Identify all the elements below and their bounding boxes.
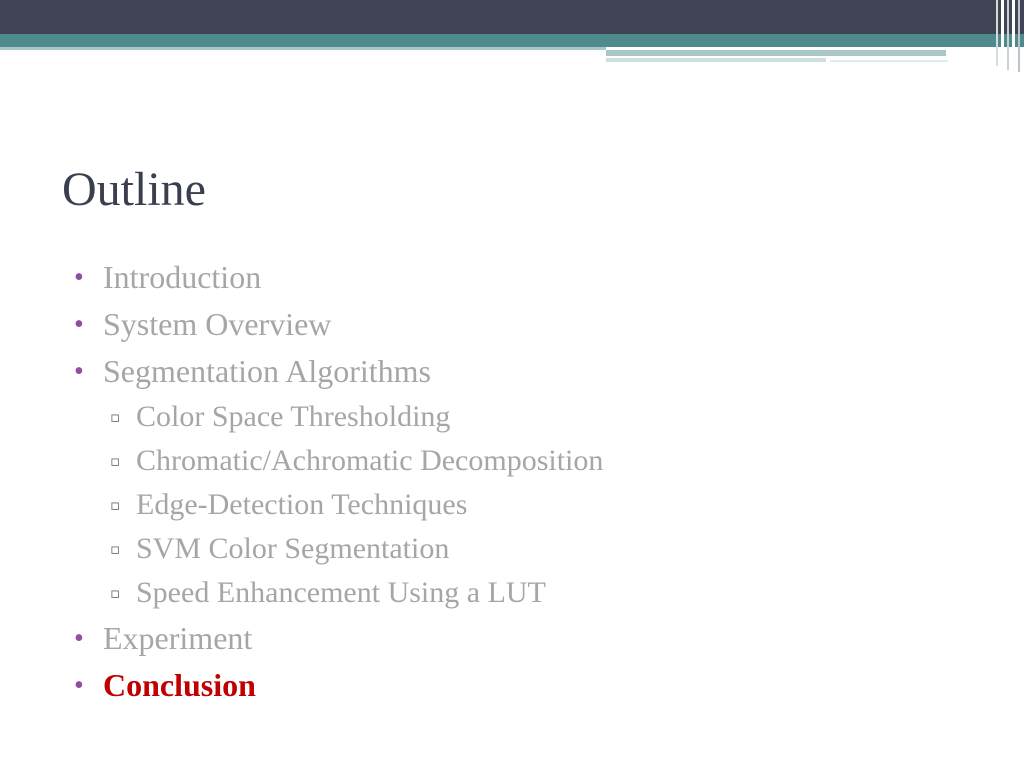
bullet-icon: • — [74, 356, 84, 387]
outline-subitem — [74, 527, 603, 571]
outline-subitem — [74, 483, 603, 527]
square-bullet-icon: ▫ — [110, 496, 121, 514]
outline-subitem — [74, 439, 603, 483]
outline-item — [74, 254, 603, 301]
outline-subitem — [74, 571, 603, 615]
outline-item — [74, 348, 603, 395]
outline-item-label: System Overview — [103, 306, 332, 342]
header-teal-band — [0, 34, 1024, 47]
header-light-stripe — [0, 47, 608, 50]
outline-item-current — [74, 662, 603, 709]
outline-list — [74, 254, 603, 709]
header-vertical-bar — [1018, 0, 1020, 72]
outline-item-label: Introduction — [103, 259, 262, 295]
bullet-icon: • — [74, 670, 84, 701]
square-bullet-icon: ▫ — [110, 408, 121, 426]
header-right-stripe — [606, 58, 826, 62]
square-bullet-icon: ▫ — [110, 540, 121, 558]
outline-item-label: Conclusion — [103, 667, 256, 703]
bullet-icon: • — [74, 623, 84, 654]
header-right-stripe — [606, 50, 946, 56]
square-bullet-icon: ▫ — [110, 452, 121, 470]
square-bullet-icon: ▫ — [110, 584, 121, 602]
header-vertical-bar — [1012, 0, 1015, 72]
header-vertical-bar — [996, 0, 998, 66]
outline-item-label: Experiment — [103, 620, 253, 656]
outline-subitem-label: Edge-Detection Techniques — [136, 488, 468, 521]
outline-item — [74, 301, 603, 348]
bullet-icon: • — [74, 262, 84, 293]
outline-subitem — [74, 395, 603, 439]
slide-title: Outline — [62, 163, 206, 216]
header-vertical-bar — [1001, 0, 1004, 72]
outline-item — [74, 615, 603, 662]
outline-subitem-label: Chromatic/Achromatic Decomposition — [136, 444, 604, 477]
bullet-icon: • — [74, 309, 84, 340]
header-dark-bar — [0, 0, 1024, 34]
outline-subitem-label: Speed Enhancement Using a LUT — [136, 576, 546, 609]
outline-subitem-label: SVM Color Segmentation — [136, 532, 450, 565]
outline-item-label: Segmentation Algorithms — [103, 353, 431, 389]
outline-subitem-label: Color Space Thresholding — [136, 400, 451, 433]
header-vertical-bar — [1007, 0, 1009, 70]
header-right-stripe — [830, 60, 948, 62]
